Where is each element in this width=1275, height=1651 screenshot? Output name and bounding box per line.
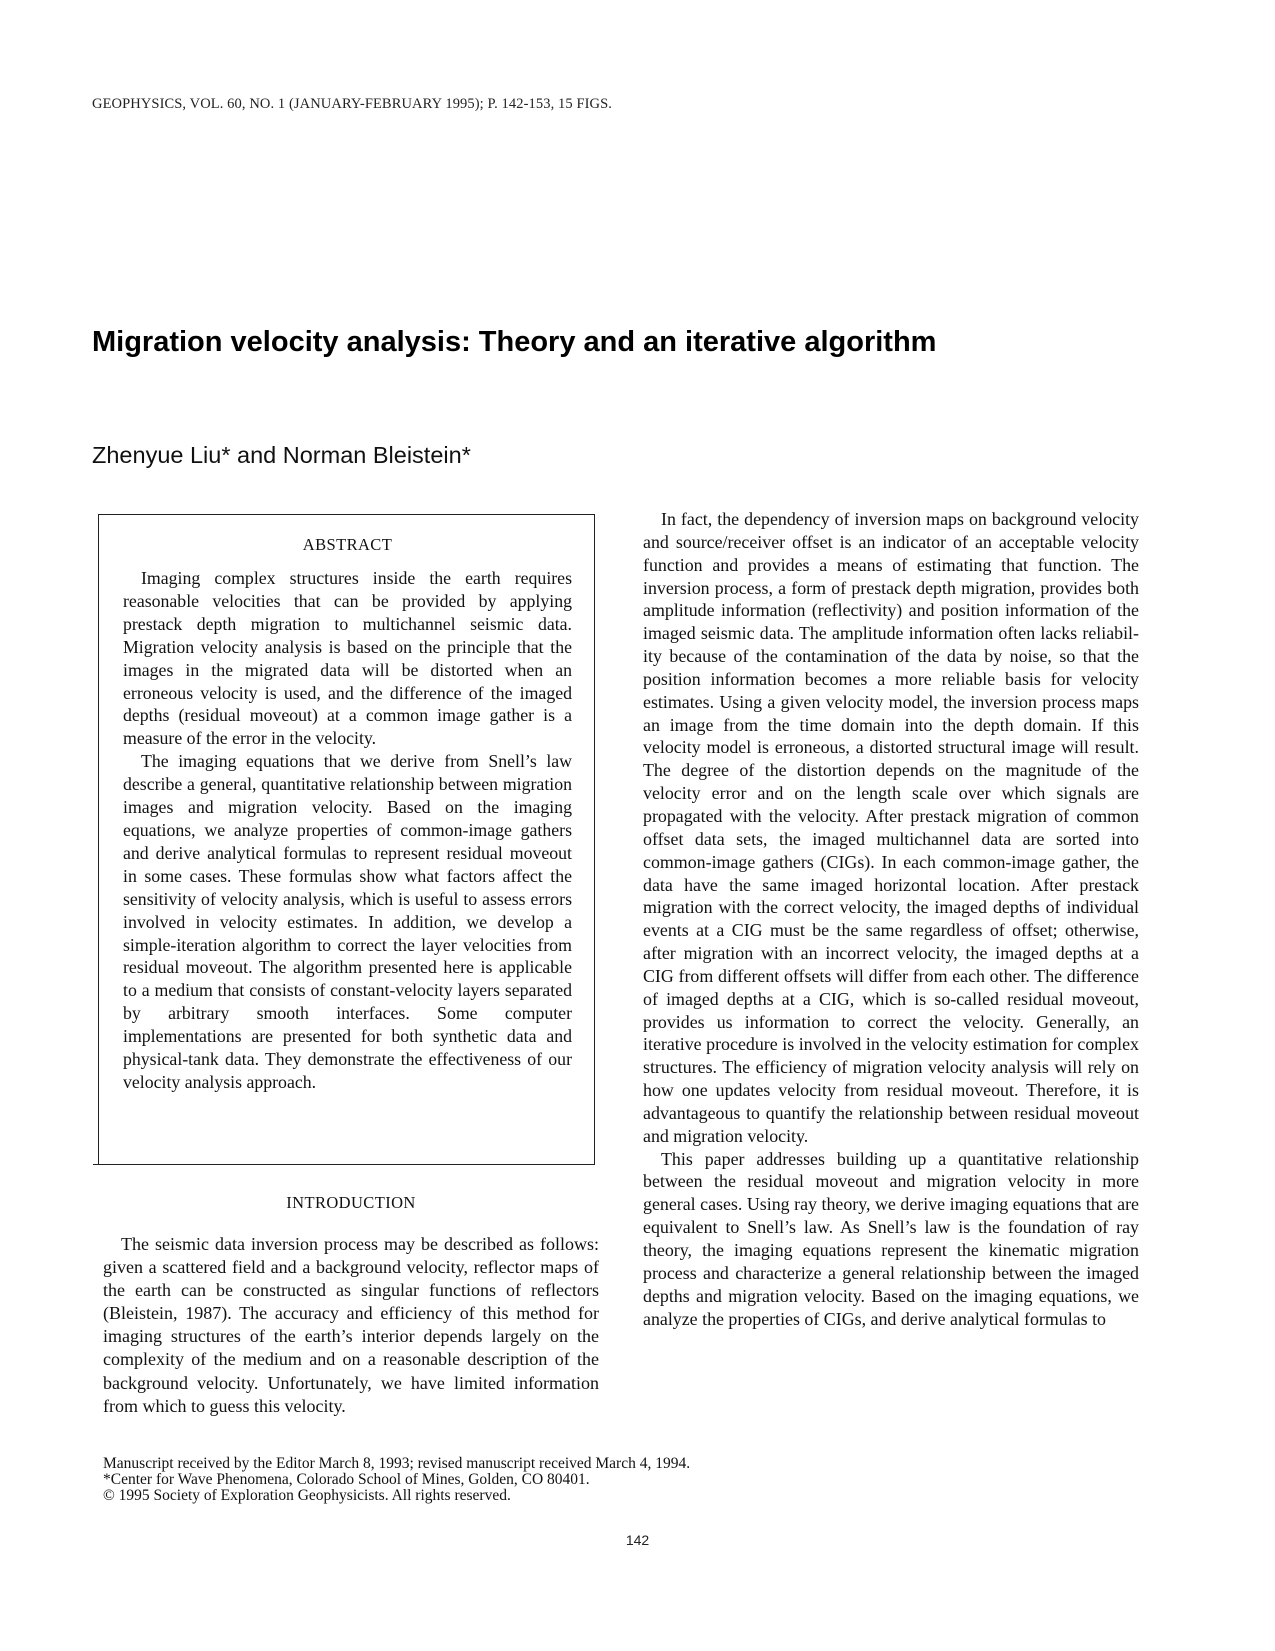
footnote-affiliation: *Center for Wave Phenomena, Colorado School of Mines, Golden, CO 80401. <box>103 1471 590 1488</box>
footnotes <box>103 1456 863 1504</box>
introduction-paragraph: The seismic data inversion process may be described as follows: given a scattered field and a background velocity, reflector maps of the earth can be constructed as singular functions of reflectors (Bleistein, 1987). The accuracy and efficiency of this method for imaging structures of the earth’s interior depends largely on the complexity of the medium and on a reasonable description of the background velocity. Unfortunately, we have limited information from which to guess this velocity. <box>103 1234 599 1416</box>
abstract-box <box>98 514 595 1165</box>
abstract-heading: ABSTRACT <box>302 535 393 554</box>
journal-citation-header: GEOPHYSICS, VOL. 60, NO. 1 (JANUARY-FEBRUARY 1995); P. 142-153, 15 FIGS. <box>92 96 612 112</box>
body-paragraph: In fact, the dependency of inversion maps on background velocity and source/receiver offset is an indicator of an acceptable velocity function and provides a means of estimating that function. The inversion process, a form of prestack depth migration, provides both amplitude information (reflectivity) and position information of the imaged seismic data. The amplitude information often lacks reliability because of the contamination of the data by noise, so that the position information becomes a more reliable basis for velocity estimates. Using a given velocity model, the inversion process maps an image from the time domain into the depth domain. If this velocity model is erroneous, a distorted structural image will result. The degree of the distortion depends on the magnitude of the velocity error and on the length scale over which signals are propagated with the velocity. After prestack migration of common offset data sets, the imaged multichannel data are sorted into common-image gathers (CIGs). In each common-image gather, the data have the same imaged horizontal location. After prestack migration with the correct velocity, the imaged depths of individual events at a CIG must be the same regardless of offset; otherwise, after migration with an incorrect velocity, the imaged depths at a CIG from different offsets will differ from each other. The difference of imaged depths at a CIG, which is so-called residual moveout, provides us information to correct the velocity. Generally, an iterative procedure is involved in the velocity estimation for complex structures. The efficiency of migration velocity analysis will rely on how one updates velocity from residual moveout. Therefore, it is advantageous to quantify the relationship between residual moveout and migration velocity. <box>643 509 1139 1146</box>
abstract-paragraph: Imaging complex structures inside the earth requires reasonable velocities that can be provided by applying prestack depth migration to multichannel seismic data. Migration velocity analysis is based on the principle that the images in the migrated data will be distorted when an erroneous velocity is used, and the difference of the imaged depths (residual moveout) at a common image gather is a measure of the error in the velocity. <box>123 568 572 749</box>
introduction-section <box>103 1193 599 1418</box>
body-paragraph: This paper addresses building up a quantitative relationship between the residual moveout and migration velocity in more general cases. Using ray theory, we derive imaging equations that are equivalent to Snell’s law. As Snell’s law is the foundation of ray theory, the imaging equations represent the kinematic migration process and characterize a general relationship between the imaged depths and migration velocity. Based on the imaging equations, we analyze the properties of CIGs, and derive analytical formulas to <box>643 1148 1139 1329</box>
footnote-manuscript-dates: Manuscript received by the Editor March 8, 1993; revised manuscript received March 4, 1994. <box>103 1455 691 1472</box>
footnote-copyright: © 1995 Society of Exploration Geophysicists. All rights reserved. <box>103 1487 511 1504</box>
right-column-text <box>643 508 1139 1330</box>
introduction-heading: INTRODUCTION <box>286 1193 416 1212</box>
paper-title: Migration velocity analysis: Theory and an iterative algorithm <box>92 326 937 358</box>
paper-authors: Zhenyue Liu* and Norman Bleistein* <box>92 442 471 468</box>
abstract-paragraph: The imaging equations that we derive from Snell’s law describe a general, quantitative relationship between migration images and migration velocity. Based on the imaging equations, we analyze properties of common-image gathers and derive analytical formulas to represent residual moveout in some cases. These formulas show what factors affect the sensitivity of velocity analysis, which is useful to assess errors involved in velocity estimates. In addition, we develop a simple-iteration algorithm to correct the layer velocities from residual moveout. The algorithm presented here is applicable to a medium that consists of constant-velocity layers separated by arbitrary smooth interfaces. Some computer implementations are presented for both synthetic data and physical-tank data. They demonstrate the effectiveness of our velocity analysis approach. <box>123 751 572 1092</box>
page-number: 142 <box>625 1532 650 1548</box>
